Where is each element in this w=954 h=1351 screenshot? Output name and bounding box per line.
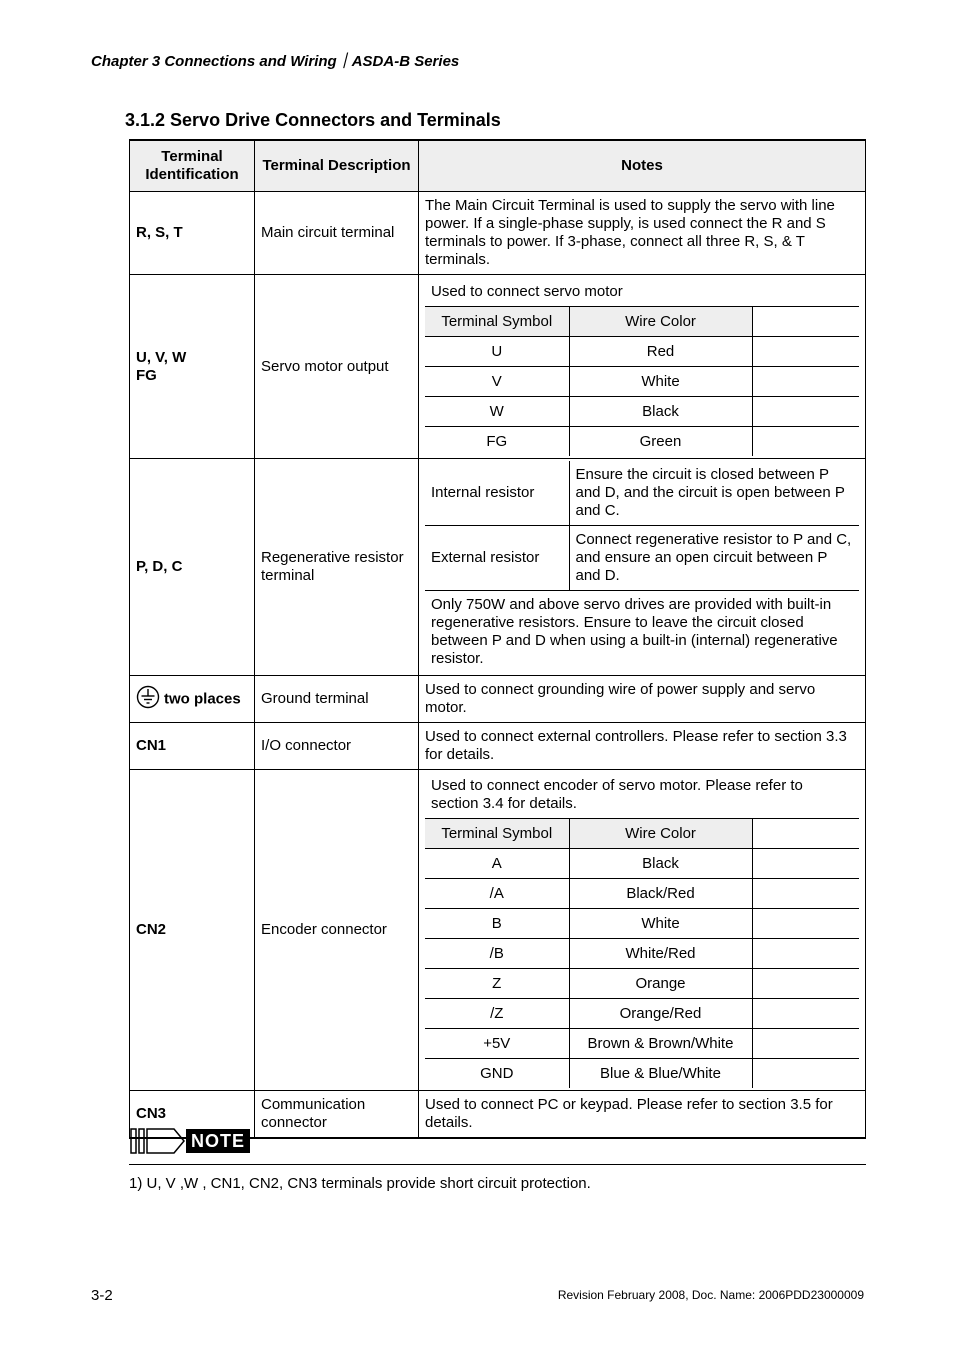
terminal-id xyxy=(130,275,255,459)
revision-info: Revision February 2008, Doc. Name: 2006PDD23000009 xyxy=(557,1288,864,1302)
table-row xyxy=(130,770,866,1091)
table-row xyxy=(130,192,866,275)
terminal-notes: Used to connect PC or keypad. Please refer to section 3.5 for details. xyxy=(419,1091,866,1139)
sub-header-color: Wire Color xyxy=(569,819,752,849)
terminal-symbol: V xyxy=(425,367,569,397)
note-divider xyxy=(129,1164,866,1165)
terminal-symbol: +5V xyxy=(425,1029,569,1059)
terminal-id-line: U, V, W xyxy=(136,348,187,366)
table-row xyxy=(130,723,866,770)
terminal-symbol: /B xyxy=(425,939,569,969)
wire-color: Orange xyxy=(569,969,752,999)
terminal-description: Encoder connector xyxy=(255,770,419,1091)
terminal-notes xyxy=(419,275,866,459)
wire-color: Blue & Blue/White xyxy=(569,1059,752,1089)
wire-color: White xyxy=(569,909,752,939)
note-banner xyxy=(130,1127,252,1160)
terminal-notes: The Main Circuit Terminal is used to supply the servo with line power. If a single-phase supply, is used connect the R and S terminals to power. If 3-phase, connect all three R, S, & T terminals. xyxy=(419,192,866,275)
terminal-symbol: Z xyxy=(425,969,569,999)
terminal-symbol: A xyxy=(425,849,569,879)
wire-color: White xyxy=(569,367,752,397)
terminal-description: Communication connector xyxy=(255,1091,419,1139)
encoder-wire-table xyxy=(425,772,859,1088)
col-header-notes: Notes xyxy=(419,140,866,192)
terminal-id: CN2 xyxy=(130,770,255,1091)
sub-header-color: Wire Color xyxy=(569,307,752,337)
wire-color: Orange/Red xyxy=(569,999,752,1029)
terminal-notes xyxy=(419,459,866,676)
wire-color: Black xyxy=(569,849,752,879)
table-row xyxy=(130,275,866,459)
wire-color: Black xyxy=(569,397,752,427)
wire-color-table xyxy=(425,277,859,456)
notes-text: Used to connect encoder of servo motor. Please refer to section 3.4 for details. xyxy=(425,772,859,819)
notes-text: Used to connect servo motor xyxy=(425,277,859,307)
notes-text: Only 750W and above servo drives are provided with built-in regenerative resistors. Ensure to leave the circuit closed between P and D when using a built-in (internal) regenerative resistor. xyxy=(425,591,859,674)
wire-color: Brown & Brown/White xyxy=(569,1029,752,1059)
terminal-description: Ground terminal xyxy=(255,676,419,723)
terminal-notes: Used to connect external controllers. Please refer to section 3.3 for details. xyxy=(419,723,866,770)
terminal-id: CN1 xyxy=(130,723,255,770)
terminal-notes xyxy=(419,770,866,1091)
sub-header-symbol: Terminal Symbol xyxy=(425,307,569,337)
resistor-note: Connect regenerative resistor to P and C, and ensure an open circuit between P and D. xyxy=(569,526,859,591)
table-header-row xyxy=(130,140,866,192)
note-label: NOTE xyxy=(190,1131,245,1151)
ground-icon xyxy=(136,685,160,714)
terminal-symbol: FG xyxy=(425,427,569,457)
terminal-id: P, D, C xyxy=(130,459,255,676)
terminal-id-line: FG xyxy=(136,366,157,384)
col-header-identification: Terminal Identification xyxy=(130,140,255,192)
table-row xyxy=(130,459,866,676)
resistor-table xyxy=(425,461,859,673)
wire-color: Green xyxy=(569,427,752,457)
terminal-notes: Used to connect grounding wire of power supply and servo motor. xyxy=(419,676,866,723)
sub-header-symbol: Terminal Symbol xyxy=(425,819,569,849)
wire-color: Red xyxy=(569,337,752,367)
terminal-description: Regenerative resistor terminal xyxy=(255,459,419,676)
resistor-note: Ensure the circuit is closed between P and D, and the circuit is open between P and C. xyxy=(569,461,859,526)
terminal-symbol: /Z xyxy=(425,999,569,1029)
table-row xyxy=(130,676,866,723)
chapter-header: Chapter 3 Connections and Wiring｜ASDA-B Series xyxy=(91,53,460,70)
terminal-description: Servo motor output xyxy=(255,275,419,459)
col-header-description: Terminal Description xyxy=(255,140,419,192)
terminal-description: Main circuit terminal xyxy=(255,192,419,275)
note-item: 1) U, V ,W , CN1, CN2, CN3 terminals provide short circuit protection. xyxy=(129,1175,591,1192)
terminal-id: CN3 xyxy=(130,1091,255,1139)
resistor-type: Internal resistor xyxy=(425,461,569,526)
terminal-id-text: two places xyxy=(164,689,241,707)
terminal-symbol: GND xyxy=(425,1059,569,1089)
terminal-description: I/O connector xyxy=(255,723,419,770)
terminal-id xyxy=(130,676,255,723)
connectors-table xyxy=(129,139,866,1139)
terminal-symbol: B xyxy=(425,909,569,939)
terminal-id: R, S, T xyxy=(130,192,255,275)
wire-color: Black/Red xyxy=(569,879,752,909)
terminal-symbol: U xyxy=(425,337,569,367)
page-number: 3-2 xyxy=(91,1287,113,1304)
resistor-type: External resistor xyxy=(425,526,569,591)
terminal-symbol: W xyxy=(425,397,569,427)
wire-color: White/Red xyxy=(569,939,752,969)
section-title: 3.1.2 Servo Drive Connectors and Terminals xyxy=(125,110,501,130)
terminal-symbol: /A xyxy=(425,879,569,909)
